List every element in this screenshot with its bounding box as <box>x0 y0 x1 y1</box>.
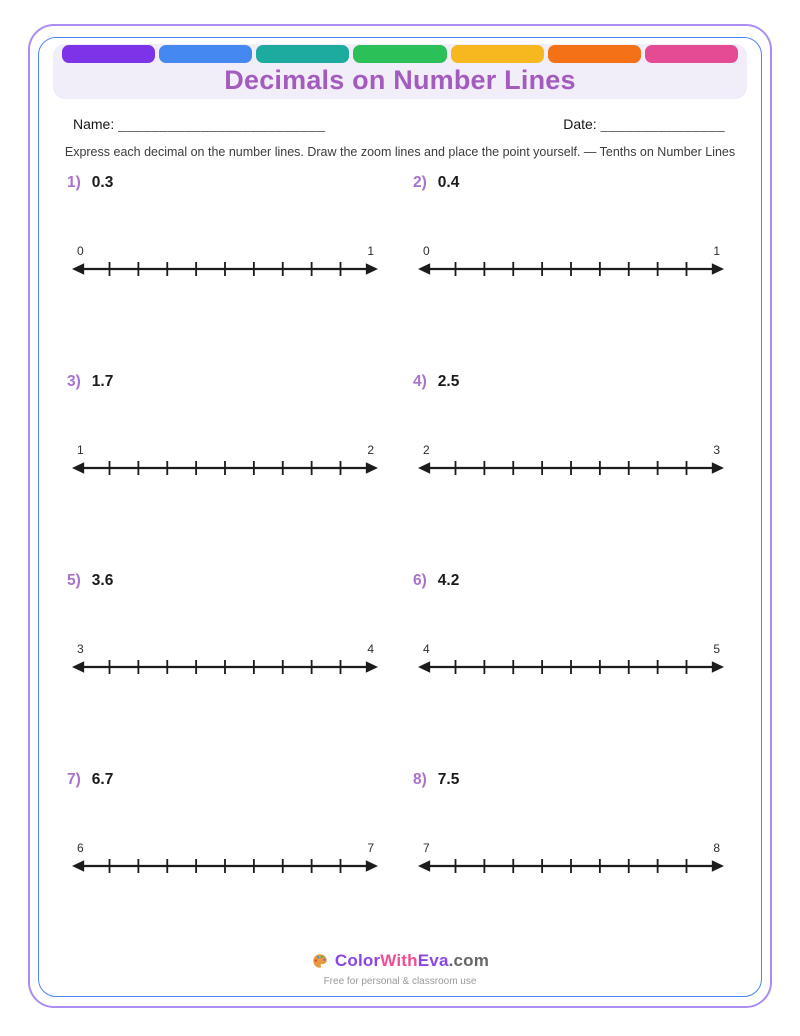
footer-tagline: Free for personal & classroom use <box>323 976 477 987</box>
problem-item <box>65 173 389 372</box>
number-line-labels <box>71 444 379 457</box>
numberline-start-label: 6 <box>77 841 84 855</box>
name-label: Name: <box>73 116 115 132</box>
numberline-start-label: 0 <box>77 244 84 258</box>
problem-head <box>65 174 389 192</box>
brand-part: Eva <box>417 951 449 970</box>
rainbow-bar <box>62 45 738 63</box>
problem-value: 0.4 <box>437 174 460 191</box>
number-line[interactable] <box>417 643 725 675</box>
rainbow-segment <box>353 45 446 63</box>
problem-number: 6) <box>413 572 427 589</box>
name-date-row <box>73 116 725 132</box>
date-blank-line[interactable]: _______________ <box>600 116 725 132</box>
problem-value: 0.3 <box>91 174 114 191</box>
numberline-end-label: 5 <box>713 642 720 656</box>
outer-border <box>28 24 772 1008</box>
problem-value: 7.5 <box>437 771 460 788</box>
problem-item <box>65 571 389 770</box>
date-label: Date: <box>563 116 597 132</box>
number-line-graphic[interactable] <box>417 858 725 874</box>
number-line[interactable] <box>71 245 379 277</box>
problem-value: 3.6 <box>91 572 114 589</box>
name-field <box>73 116 325 132</box>
problem-number: 2) <box>413 174 427 191</box>
problems-grid <box>65 173 735 969</box>
problem-item <box>411 372 735 571</box>
problem-item <box>411 173 735 372</box>
number-line-labels <box>417 643 725 656</box>
problem-item <box>411 571 735 770</box>
numberline-end-label: 2 <box>367 443 374 457</box>
rainbow-segment <box>645 45 738 63</box>
brand-part: With <box>380 951 418 970</box>
date-field <box>563 116 725 132</box>
number-line[interactable] <box>71 444 379 476</box>
problem-item <box>65 770 389 969</box>
numberline-end-label: 1 <box>713 244 720 258</box>
number-line-labels <box>417 245 725 258</box>
footer <box>39 951 761 987</box>
numberline-start-label: 7 <box>423 841 430 855</box>
problem-head <box>411 572 735 590</box>
problem-head <box>65 572 389 590</box>
number-line-graphic[interactable] <box>417 261 725 277</box>
number-line-labels <box>71 842 379 855</box>
problem-number: 4) <box>413 373 427 390</box>
number-line-labels <box>71 643 379 656</box>
numberline-end-label: 8 <box>713 841 720 855</box>
numberline-start-label: 2 <box>423 443 430 457</box>
page-title: Decimals on Number Lines <box>224 65 576 95</box>
number-line-labels <box>417 444 725 457</box>
brand-part: Color <box>334 951 381 970</box>
numberline-start-label: 4 <box>423 642 430 656</box>
problem-number: 5) <box>67 572 81 589</box>
problem-head <box>411 373 735 391</box>
number-line-graphic[interactable] <box>417 460 725 476</box>
instructions-text: Express each decimal on the number lines. Draw the zoom lines and place the point yourself. — Tenths on Number Lines <box>64 145 736 159</box>
number-line-graphic[interactable] <box>417 659 725 675</box>
number-line-graphic[interactable] <box>71 460 379 476</box>
number-line-labels <box>71 245 379 258</box>
numberline-start-label: 3 <box>77 642 84 656</box>
problem-number: 1) <box>67 174 81 191</box>
number-line-graphic[interactable] <box>71 261 379 277</box>
numberline-end-label: 4 <box>367 642 374 656</box>
problem-value: 2.5 <box>437 373 460 390</box>
inner-border <box>38 37 762 997</box>
number-line-graphic[interactable] <box>71 659 379 675</box>
problem-value: 6.7 <box>91 771 114 788</box>
problem-head <box>411 174 735 192</box>
number-line-graphic[interactable] <box>71 858 379 874</box>
rainbow-segment <box>548 45 641 63</box>
name-blank-line[interactable]: _________________________ <box>118 116 326 132</box>
problem-item <box>65 372 389 571</box>
problem-number: 3) <box>67 373 81 390</box>
worksheet-header <box>53 44 747 99</box>
problem-head <box>65 373 389 391</box>
brand-name[interactable] <box>335 951 489 971</box>
rainbow-segment <box>256 45 349 63</box>
numberline-end-label: 3 <box>713 443 720 457</box>
problem-number: 7) <box>67 771 81 788</box>
palette-icon <box>311 952 329 970</box>
numberline-end-label: 7 <box>367 841 374 855</box>
rainbow-segment <box>451 45 544 63</box>
rainbow-segment <box>62 45 155 63</box>
problem-number: 8) <box>413 771 427 788</box>
number-line[interactable] <box>71 842 379 874</box>
number-line-labels <box>417 842 725 855</box>
problem-value: 4.2 <box>437 572 460 589</box>
number-line[interactable] <box>71 643 379 675</box>
rainbow-segment <box>159 45 252 63</box>
numberline-end-label: 1 <box>367 244 374 258</box>
brand-part: .com <box>448 951 490 970</box>
number-line[interactable] <box>417 842 725 874</box>
problem-head <box>411 771 735 789</box>
number-line[interactable] <box>417 444 725 476</box>
brand-row <box>311 951 489 971</box>
problem-value: 1.7 <box>91 373 114 390</box>
number-line[interactable] <box>417 245 725 277</box>
problem-head <box>65 771 389 789</box>
problem-item <box>411 770 735 969</box>
numberline-start-label: 1 <box>77 443 84 457</box>
numberline-start-label: 0 <box>423 244 430 258</box>
